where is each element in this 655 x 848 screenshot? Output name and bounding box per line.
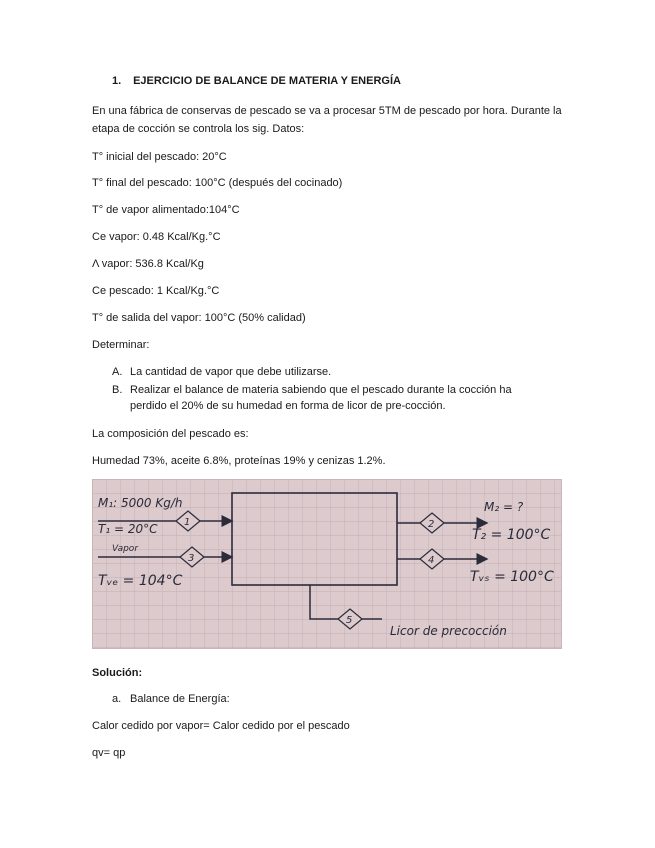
determinar-label: Determinar: [92, 339, 150, 351]
solution-equation-1: Calor cedido por vapor= Calor cedido por el pescado [92, 720, 350, 732]
stream-3-label: 3 [188, 553, 195, 564]
composition-label: La composición del pescado es: [92, 428, 249, 440]
exercise-title [112, 75, 401, 87]
data-item-final-temp: T° final del pescado: 100°C (después del cocinado) [92, 177, 343, 189]
task-b [112, 382, 550, 414]
data-item-ce-fish: Ce pescado: 1 Kcal/Kg.°C [92, 285, 220, 297]
stream-1-label: 1 [184, 517, 191, 528]
solution-item-a [112, 691, 230, 707]
stream-2-label: 2 [428, 519, 435, 530]
task-a [112, 364, 550, 380]
title-number: 1. [112, 75, 122, 87]
composition-text: Humedad 73%, aceite 6.8%, proteínas 19% y cenizas 1.2%. [92, 455, 386, 467]
process-diagram [92, 479, 562, 649]
licor-label: Licor de precocción [390, 624, 507, 638]
data-item-steam-temp: T° de vapor alimentado:104°C [92, 204, 240, 216]
task-b-text: Realizar el balance de materia sabiendo que el pescado durante la cocción ha perdido el 20% de su humedad en forma de licor de pre-cocción. [130, 384, 512, 412]
data-item-initial-temp: T° inicial del pescado: 20°C [92, 151, 227, 163]
tve-label: Tᵥₑ = 104°C [98, 573, 183, 589]
intro-line-2: etapa de cocción se controla los sig. Datos: [92, 123, 305, 135]
solution-item-a-text: Balance de Energía: [130, 693, 230, 705]
stream-4-label: 4 [428, 555, 435, 566]
m1-label: M₁: 5000 Kg/h [98, 496, 183, 510]
stream-5-label: 5 [346, 615, 353, 626]
solution-item-a-label: a. [112, 693, 122, 705]
t1-label: T₁ = 20°C [98, 522, 158, 536]
task-a-text: La cantidad de vapor que debe utilizarse. [130, 366, 332, 378]
data-item-ce-steam: Ce vapor: 0.48 Kcal/Kg.°C [92, 231, 221, 243]
task-a-label: A. [112, 366, 123, 378]
vapor-label: Vapor [112, 544, 139, 554]
task-b-label: B. [112, 384, 123, 396]
solution-equation-2: qv= qp [92, 747, 126, 759]
process-diagram-photo [92, 479, 562, 649]
data-item-steam-exit-temp: T° de salida del vapor: 100°C (50% calidad) [92, 312, 306, 324]
t2-label: T₂ = 100°C [472, 527, 551, 543]
intro-line-1: En una fábrica de conservas de pescado se va a procesar 5TM de pescado por hora. Durante la [92, 105, 562, 117]
tvs-label: Tᵥₛ = 100°C [470, 569, 554, 585]
solution-heading: Solución: [92, 667, 143, 679]
m2-label: M₂ = ? [484, 500, 524, 514]
title-text: EJERCICIO DE BALANCE DE MATERIA Y ENERGÍA [133, 75, 401, 87]
data-item-latent-heat: Λ vapor: 536.8 Kcal/Kg [92, 258, 204, 270]
